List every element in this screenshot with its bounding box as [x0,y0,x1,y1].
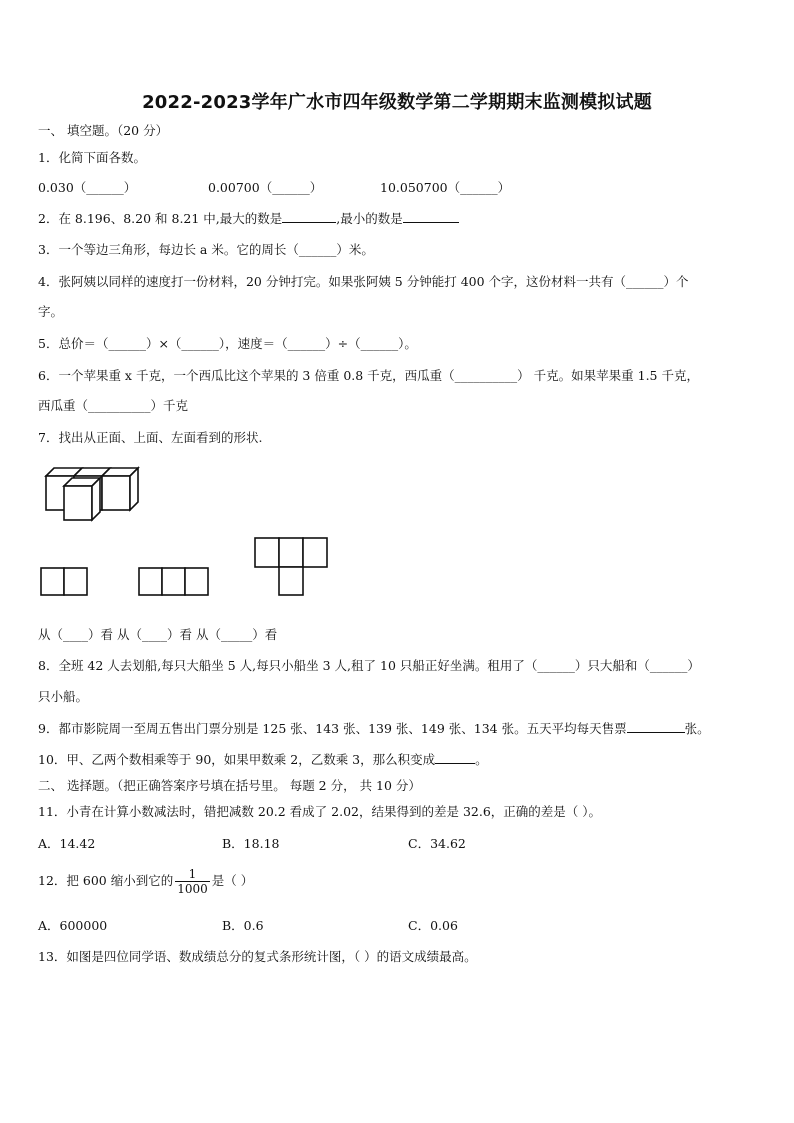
question-1-item-1: 0.030（______） [38,180,137,195]
question-11-option-a[interactable]: A．14.42 [38,836,96,851]
question-8-line-1: 8．全班 42 人去划船,每只大船坐 5 人,每只小船坐 3 人,租了 10 只船正好坐满。租用了（______）只大船和（______） [38,658,700,673]
section-1-header: 一、 填空题。（20 分） [38,123,169,138]
view-shape-two-squares [40,567,90,597]
question-9-text-b: 张。 [684,721,710,736]
question-3: 3．一个等边三角形，每边长 a 米。它的周长（______）米。 [38,242,374,257]
answer-blank[interactable] [627,721,685,733]
cube-stack-figure [44,466,144,526]
view-shape-t-shape [254,537,332,599]
question-11-option-b[interactable]: B．18.18 [222,836,280,851]
question-10 [38,750,488,768]
answer-blank[interactable] [435,752,475,764]
question-10-text-a: 10．甲、乙两个数相乘等于 90，如果甲数乘 2，乙数乘 3，那么积变成 [38,752,436,767]
page-title: 2022-2023学年广水市四年级数学第二学期期末监测模拟试题 [142,92,652,113]
answer-blank[interactable] [282,211,336,223]
question-2 [38,209,459,227]
question-1-stem: 1．化简下面各数。 [38,150,146,165]
question-1-item-2: 0.00700（______） [208,180,323,195]
fraction-numerator: 1 [188,867,197,881]
question-11-stem: 11．小青在计算小数减法时，错把减数 20.2 看成了 2.02，结果得到的差是 32.6，正确的差是（ ）。 [38,804,602,819]
question-6-line-1: 6．一个苹果重 x 千克，一个西瓜比这个苹果的 3 倍重 0.8 千克，西瓜重（__________） 千克。如果苹果重 1.5 千克， [38,368,699,383]
question-9 [38,719,710,737]
question-12-option-b[interactable]: B．0.6 [222,918,264,933]
question-2-text-b: ,最小的数是 [336,211,403,226]
question-12-text-b: 是（ ） [211,873,254,888]
question-12-stem [38,867,253,896]
question-6-line-2: 西瓜重（__________）千克 [38,398,189,413]
question-12-option-c[interactable]: C．0.06 [408,918,458,933]
fraction-denominator: 1000 [177,882,208,896]
view-shape-three-squares [138,567,212,597]
question-11-option-c[interactable]: C．34.62 [408,836,466,851]
answer-blank[interactable] [403,211,459,223]
question-8-line-2: 只小船。 [38,689,89,704]
question-4-line-2: 字。 [38,304,64,319]
question-13-stem: 13．如图是四位同学语、数成绩总分的复式条形统计图，（ ）的语文成绩最高。 [38,949,477,964]
question-4-line-1: 4．张阿姨以同样的速度打一份材料，20 分钟打完。如果张阿姨 5 分钟能打 400 个字，这份材料一共有（______）个 [38,274,689,289]
fraction [175,867,210,896]
question-7-stem: 7．找出从正面、上面、左面看到的形状. [38,430,263,445]
question-1-item-3: 10.050700（______） [380,180,511,195]
section-2-header: 二、 选择题。（把正确答案序号填在括号里。 每题 2 分， 共 10 分） [38,778,421,793]
question-10-text-b: 。 [475,752,488,767]
question-5: 5．总价＝（______）×（______），速度＝（______）÷（______）。 [38,336,417,351]
question-7-answers: 从（____）看 从（____）看 从（_____）看 [38,627,278,642]
question-9-text-a: 9．都市影院周一至周五售出门票分别是 125 张、143 张、139 张、149 张、134 张。五天平均每天售票 [38,721,627,736]
question-2-text-a: 2．在 8.196、8.20 和 8.21 中,最大的数是 [38,211,283,226]
question-12-option-a[interactable]: A．600000 [38,918,108,933]
question-12-text-a: 12．把 600 缩小到它的 [38,873,174,888]
